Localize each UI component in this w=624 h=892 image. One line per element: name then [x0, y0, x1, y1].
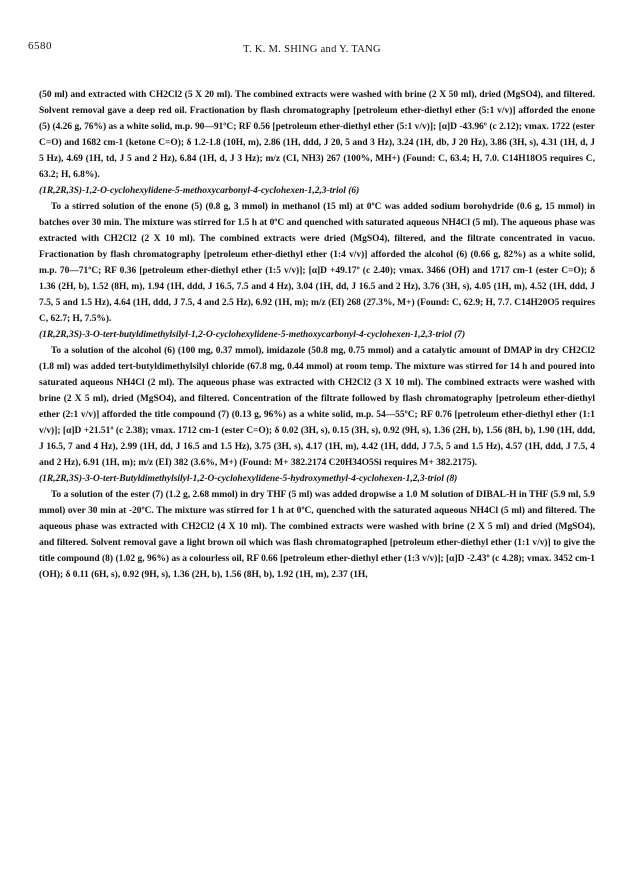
body-paragraph: (50 ml) and extracted with CH2Cl2 (5 X 20 ml). The combined extracts were washed with brine (2 X 50 ml), dried (MgSO4), and filtered. Solvent removal gave a deep red oil. Fractionation by flash chromatography [petroleum ether-diethyl ether (5:1 v/v)] afforded the enone (5) (4.26 g, 76%) as a white solid, m.p. 90—91ºC; RF 0.56 [petroleum ether-diethyl ether (5:1 v/v)]; [α]D -43.96º (c 2.12); vmax. 1722 (ester C=O) and 1682 cm-1 (ketone C=O); δ 1.2-1.8 (10H, m), 2.86 (1H, ddd, J 20, 5 and 3 Hz), 3.24 (1H, db, J 20 Hz), 3.86 (3H, s), 4.31 (1H, d, J 5 Hz), 4.69 (1H, td, J 5 and 2 Hz), 6.84 (1H, d, J 3 Hz); m/z (CI, NH3) 267 (100%, MH+) (Found: C, 63.4; H, 7.0. C14H18O5 requires C, 63.2; H, 6.8%).	[39, 90, 595, 180]
body-paragraph: To a solution of the ester (7) (1.2 g, 2.68 mmol) in dry THF (5 ml) was added dropwise a 1.0 M solution of DIBAL-H in THF (5.9 ml, 5.9 mmol) over 30 min at -20ºC. The mixture was stirred for 1 h at 0ºC, quenched with the saturated aqueous NH4Cl (5 ml) and filtered. The aqueous phase was extracted with CH2Cl2 (4 X 10 ml). The combined extracts were washed with brine (2 X 5 ml) and dried (MgSO4), and filtered. Solvent removal gave a light brown oil which was flash chromatographed [petroleum ether-diethyl ether (1:1 v/v)] to give the title compound (8) (1.02 g, 96%) as a colourless oil, RF 0.66 [petroleum ether-diethyl ether (1:3 v/v)]; [α]D -2.43º (c 4.28); vmax. 3452 cm-1 (OH); δ 0.11 (6H, s), 0.92 (9H, s), 1.36 (2H, b), 1.56 (8H, b), 1.92 (1H, m), 2.37 (1H,	[39, 490, 595, 580]
page-number: 6580	[28, 40, 52, 52]
compound-heading: (1R,2R,3S)-3-O-tert-butyldimethylsilyl-1,2-O-cyclohexylidene-5-methoxycarbonyl-4-cyclohexen-1,2,3-triol (7)	[39, 330, 466, 340]
compound-heading: (1R,2R,3S)-1,2-O-cyclohexylidene-5-methoxycarbonyl-4-cyclohexen-1,2,3-triol (6)	[39, 186, 360, 196]
running-head: T. K. M. SHING and Y. TANG	[243, 44, 381, 55]
compound-heading: (1R,2R,3S)-3-O-tert-Butyldimethylsilyl-1,2-O-cyclohexylidene-5-hydroxymethyl-4-cyclohexen-1,2,3-triol (8)	[39, 474, 458, 484]
body-paragraph: To a solution of the alcohol (6) (100 mg, 0.37 mmol), imidazole (50.8 mg, 0.75 mmol) and a catalytic amount of DMAP in dry CH2Cl2 (1.8 ml) was added tert-butyldimethylsilyl chloride (67.8 mg, 0.44 mmol) at room temp. The mixture was stirred for 14 h and poured into saturated aqueous NH4Cl (2 ml). The aqueous phase was extracted with CH2Cl2 (3 X 10 ml). The combined extracts were washed with brine (2 X 5 ml), dried (MgSO4), and filtered. Concentration of the filtrate followed by flash chromatography [petroleum ether-diethyl ether (2:1 v/v)] afforded the title compound (7) (0.13 g, 96%) as a white solid, m.p. 54—55ºC; RF 0.76 [petroleum ether-diethyl ether (1:1 v/v)]; [α]D +21.51º (c 2.38); vmax. 1712 cm-1 (ester C=O); δ 0.02 (3H, s), 0.15 (3H, s), 0.92 (9H, s), 1.36 (2H, b), 1.56 (8H, b), 1.90 (1H, ddd, J 16.5, 7 and 4 Hz), 2.99 (1H, dd, J 16.5 and 1.5 Hz), 3.75 (3H, s), 4.17 (1H, m), 4.42 (1H, ddd, J 7.5, 5 and 1.5 Hz), 4.57 (1H, ddd, J 7.5, 4 and 2 Hz), 6.91 (1H, m); m/z (EI) 382 (3.6%, M+) (Found: M+ 382.2174 C20H34O5Si requires M+ 382.2175).	[39, 346, 595, 468]
body-paragraph: To a stirred solution of the enone (5) (0.8 g, 3 mmol) in methanol (15 ml) at 0ºC was added sodium borohydride (0.6 g, 15 mmol) in batches over 30 min. The mixture was stirred for 1.5 h at 0ºC and quenched with saturated aqueous NH4Cl (5 ml). The aqueous phase was extracted with CH2Cl2 (2 X 10 ml). The combined extracts were dried (MgSO4), filtered, and the filtrate concentrated in vacuo. Fractionation by flash chromatography [petroleum ether-diethyl ether (1:4 v/v)] afforded the alcohol (6) (0.66 g, 82%) as a white solid, m.p. 70—71ºC; RF 0.36 [petroleum ether-diethyl ether (1:5 v/v)]; [α]D +49.17º (c 2.40); vmax. 3466 (OH) and 1717 cm-1 (ester C=O); δ 1.36 (2H, b), 1.52 (8H, m), 1.94 (1H, ddd, J 16.5, 7.5 and 4 Hz), 3.04 (1H, dd, J 16.5 and 2 Hz), 3.76 (3H, s), 4.05 (1H, m), 4.52 (1H, ddd, J 7.5, 5 and 1.5 Hz), 4.64 (1H, ddd, J 7.5, 4 and 2.5 Hz), 6.92 (1H, m); m/z (EI) 268 (27.3%, M+) (Found: C, 62.9; H, 7.7. C14H20O5 requires C, 62.7; H, 7.5%).	[39, 202, 595, 324]
article-body	[39, 87, 595, 583]
